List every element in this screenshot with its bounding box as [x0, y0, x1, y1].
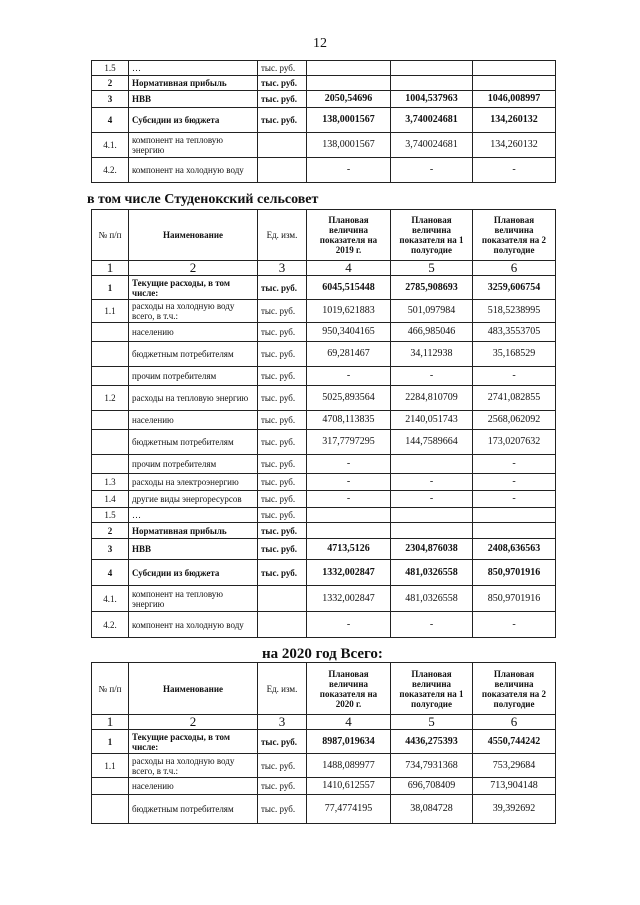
- index-cell: 4: [307, 261, 391, 276]
- row-name-cell: Субсидии из бюджета: [129, 108, 258, 133]
- row-value-h2-cell: 173,0207632: [473, 430, 556, 455]
- row-value-year-cell: [307, 76, 391, 91]
- index-cell: 1: [92, 261, 129, 276]
- table-continuation: [91, 60, 556, 183]
- header-plan-h2: Плановая величина показателя на 2 полугодие: [473, 210, 556, 261]
- row-unit-cell: тыс. руб.: [258, 108, 307, 133]
- table-row: [92, 76, 556, 91]
- row-value-year-cell: 4708,113835: [307, 411, 391, 430]
- row-value-h2-cell: 483,3553705: [473, 323, 556, 342]
- row-value-year-cell: 4713,5126: [307, 539, 391, 560]
- row-unit-cell: тыс. руб.: [258, 411, 307, 430]
- header-unit: Ед. изм.: [258, 663, 307, 715]
- row-value-h2-cell: 134,260132: [473, 133, 556, 158]
- row-value-h1-cell: 481,0326558: [391, 560, 473, 586]
- header-name: Наименование: [129, 210, 258, 261]
- row-value-h1-cell: [391, 523, 473, 539]
- row-number-cell: [92, 778, 129, 795]
- row-value-year-cell: -: [307, 455, 391, 474]
- row-value-h1-cell: 696,708409: [391, 778, 473, 795]
- row-unit-cell: тыс. руб.: [258, 386, 307, 411]
- row-value-h2-cell: -: [473, 367, 556, 386]
- section-title-studenok: в том числе Студенокский сельсовет: [87, 192, 319, 207]
- row-name-cell: …: [129, 61, 258, 76]
- index-cell: 6: [473, 715, 556, 730]
- row-value-h1-cell: [391, 508, 473, 523]
- row-unit-cell: тыс. руб.: [258, 323, 307, 342]
- table-row: [92, 133, 556, 158]
- row-number-cell: 1: [92, 276, 129, 300]
- table-row: [92, 730, 556, 754]
- row-value-year-cell: 8987,019634: [307, 730, 391, 754]
- row-number-cell: 4.1.: [92, 133, 129, 158]
- row-unit-cell: тыс. руб.: [258, 367, 307, 386]
- row-name-cell: прочим потребителям: [129, 455, 258, 474]
- row-value-h1-cell: 3,740024681: [391, 108, 473, 133]
- row-value-year-cell: -: [307, 612, 391, 638]
- row-unit-cell: тыс. руб.: [258, 474, 307, 491]
- index-cell: 3: [258, 261, 307, 276]
- row-name-cell: бюджетным потребителям: [129, 430, 258, 455]
- row-value-year-cell: 138,0001567: [307, 133, 391, 158]
- row-value-h2-cell: 1046,008997: [473, 91, 556, 108]
- row-value-h1-cell: -: [391, 158, 473, 183]
- table-row: [92, 342, 556, 367]
- header-unit: Ед. изм.: [258, 210, 307, 261]
- row-unit-cell: тыс. руб.: [258, 430, 307, 455]
- row-value-year-cell: 138,0001567: [307, 108, 391, 133]
- row-value-year-cell: 317,7797295: [307, 430, 391, 455]
- table-row: [92, 560, 556, 586]
- row-name-cell: Нормативная прибыль: [129, 76, 258, 91]
- row-value-h1-cell: 481,0326558: [391, 586, 473, 612]
- row-value-year-cell: 6045,515448: [307, 276, 391, 300]
- row-number-cell: 2: [92, 76, 129, 91]
- row-number-cell: 4: [92, 108, 129, 133]
- row-unit-cell: тыс. руб.: [258, 508, 307, 523]
- row-name-cell: компонент на тепловую энергию: [129, 586, 258, 612]
- row-value-h1-cell: 501,097984: [391, 300, 473, 323]
- row-value-h2-cell: 2741,082855: [473, 386, 556, 411]
- row-unit-cell: тыс. руб.: [258, 76, 307, 91]
- row-value-year-cell: [307, 508, 391, 523]
- row-name-cell: населению: [129, 778, 258, 795]
- row-unit-cell: тыс. руб.: [258, 342, 307, 367]
- row-value-h2-cell: 850,9701916: [473, 586, 556, 612]
- row-unit-cell: тыс. руб.: [258, 491, 307, 508]
- row-value-year-cell: 2050,54696: [307, 91, 391, 108]
- row-name-cell: НВВ: [129, 539, 258, 560]
- row-value-h2-cell: -: [473, 455, 556, 474]
- row-value-h2-cell: 713,904148: [473, 778, 556, 795]
- row-number-cell: 4: [92, 560, 129, 586]
- index-row: [92, 715, 556, 730]
- row-unit-cell: тыс. руб.: [258, 778, 307, 795]
- index-cell: 5: [391, 261, 473, 276]
- row-value-year-cell: -: [307, 367, 391, 386]
- table-row: [92, 539, 556, 560]
- table-row: [92, 778, 556, 795]
- header-plan-year: Плановая величина показателя на 2020 г.: [307, 663, 391, 715]
- section-title-2020-total: на 2020 год Всего:: [262, 646, 383, 662]
- index-cell: 3: [258, 715, 307, 730]
- row-name-cell: населению: [129, 323, 258, 342]
- table-row: [92, 323, 556, 342]
- row-value-h1-cell: 466,985046: [391, 323, 473, 342]
- row-value-year-cell: 1019,621883: [307, 300, 391, 323]
- table-row: [92, 474, 556, 491]
- row-number-cell: [92, 411, 129, 430]
- row-name-cell: расходы на тепловую энергию: [129, 386, 258, 411]
- header-plan-year: Плановая величина показателя на 2019 г.: [307, 210, 391, 261]
- row-unit-cell: тыс. руб.: [258, 754, 307, 778]
- row-number-cell: 3: [92, 91, 129, 108]
- row-value-year-cell: -: [307, 491, 391, 508]
- row-value-h2-cell: 134,260132: [473, 108, 556, 133]
- row-value-h1-cell: [391, 76, 473, 91]
- table-row: [92, 411, 556, 430]
- row-value-year-cell: -: [307, 474, 391, 491]
- row-value-year-cell: 77,4774195: [307, 795, 391, 824]
- row-value-h2-cell: [473, 61, 556, 76]
- row-value-h1-cell: -: [391, 612, 473, 638]
- row-number-cell: [92, 342, 129, 367]
- row-value-h1-cell: 2304,876038: [391, 539, 473, 560]
- row-value-h2-cell: 3259,606754: [473, 276, 556, 300]
- row-value-h2-cell: 2568,062092: [473, 411, 556, 430]
- row-value-year-cell: 5025,893564: [307, 386, 391, 411]
- row-number-cell: 1.1: [92, 754, 129, 778]
- table-row: [92, 61, 556, 76]
- row-value-h1-cell: 734,7931368: [391, 754, 473, 778]
- row-value-year-cell: -: [307, 158, 391, 183]
- row-value-year-cell: 1332,002847: [307, 586, 391, 612]
- row-number-cell: [92, 795, 129, 824]
- table-row: [92, 367, 556, 386]
- row-value-h1-cell: -: [391, 491, 473, 508]
- table-row: [92, 158, 556, 183]
- index-cell: 6: [473, 261, 556, 276]
- row-value-h2-cell: -: [473, 158, 556, 183]
- row-value-year-cell: 69,281467: [307, 342, 391, 367]
- row-unit-cell: тыс. руб.: [258, 276, 307, 300]
- row-number-cell: 4.2.: [92, 612, 129, 638]
- row-unit-cell: [258, 158, 307, 183]
- row-name-cell: бюджетным потребителям: [129, 342, 258, 367]
- row-name-cell: бюджетным потребителям: [129, 795, 258, 824]
- row-value-h2-cell: [473, 76, 556, 91]
- row-name-cell: компонент на холодную воду: [129, 612, 258, 638]
- table-row: [92, 754, 556, 778]
- index-cell: 2: [129, 715, 258, 730]
- table-row: [92, 108, 556, 133]
- row-name-cell: …: [129, 508, 258, 523]
- index-row: [92, 261, 556, 276]
- row-unit-cell: тыс. руб.: [258, 91, 307, 108]
- row-name-cell: населению: [129, 411, 258, 430]
- row-name-cell: Текущие расходы, в том числе:: [129, 276, 258, 300]
- row-name-cell: расходы на холодную воду всего, в т.ч.:: [129, 300, 258, 323]
- row-name-cell: Нормативная прибыль: [129, 523, 258, 539]
- header-num: № п/п: [92, 210, 129, 261]
- table-row: [92, 91, 556, 108]
- row-unit-cell: тыс. руб.: [258, 455, 307, 474]
- table-row: [92, 386, 556, 411]
- row-unit-cell: тыс. руб.: [258, 560, 307, 586]
- row-value-h2-cell: [473, 523, 556, 539]
- row-unit-cell: тыс. руб.: [258, 795, 307, 824]
- row-value-h1-cell: [391, 61, 473, 76]
- row-number-cell: 1: [92, 730, 129, 754]
- row-value-h1-cell: 1004,537963: [391, 91, 473, 108]
- row-value-h1-cell: [391, 455, 473, 474]
- row-number-cell: 1.5: [92, 508, 129, 523]
- row-number-cell: 1.4: [92, 491, 129, 508]
- row-value-h1-cell: -: [391, 367, 473, 386]
- row-value-h2-cell: 518,5238995: [473, 300, 556, 323]
- row-number-cell: [92, 367, 129, 386]
- row-number-cell: [92, 455, 129, 474]
- header-plan-h2: Плановая величина показателя на 2 полугодие: [473, 663, 556, 715]
- table-row: [92, 455, 556, 474]
- table-row: [92, 523, 556, 539]
- row-value-h1-cell: 4436,275393: [391, 730, 473, 754]
- row-unit-cell: тыс. руб.: [258, 523, 307, 539]
- index-cell: 5: [391, 715, 473, 730]
- row-value-h2-cell: 850,9701916: [473, 560, 556, 586]
- table-row: [92, 586, 556, 612]
- header-row: [92, 663, 556, 715]
- row-number-cell: 1.2: [92, 386, 129, 411]
- row-name-cell: расходы на электроэнергию: [129, 474, 258, 491]
- table-2020-total: [91, 662, 556, 824]
- row-value-h1-cell: 144,7589664: [391, 430, 473, 455]
- row-unit-cell: тыс. руб.: [258, 730, 307, 754]
- row-value-year-cell: [307, 523, 391, 539]
- row-value-h1-cell: 3,740024681: [391, 133, 473, 158]
- row-value-h2-cell: 4550,744242: [473, 730, 556, 754]
- row-name-cell: компонент на холодную воду: [129, 158, 258, 183]
- table-row: [92, 430, 556, 455]
- row-value-h1-cell: 2140,051743: [391, 411, 473, 430]
- row-name-cell: Текущие расходы, в том числе:: [129, 730, 258, 754]
- page-number: 12: [313, 36, 327, 51]
- index-cell: 4: [307, 715, 391, 730]
- row-value-h2-cell: 35,168529: [473, 342, 556, 367]
- row-value-h2-cell: 39,392692: [473, 795, 556, 824]
- header-row: [92, 210, 556, 261]
- index-cell: 2: [129, 261, 258, 276]
- row-number-cell: 3: [92, 539, 129, 560]
- row-value-year-cell: 950,3404165: [307, 323, 391, 342]
- row-unit-cell: [258, 133, 307, 158]
- row-value-h2-cell: -: [473, 474, 556, 491]
- row-value-h2-cell: -: [473, 612, 556, 638]
- row-name-cell: расходы на холодную воду всего, в т.ч.:: [129, 754, 258, 778]
- row-number-cell: [92, 323, 129, 342]
- row-unit-cell: тыс. руб.: [258, 61, 307, 76]
- row-value-h2-cell: 753,29684: [473, 754, 556, 778]
- row-number-cell: 1.3: [92, 474, 129, 491]
- table-row: [92, 612, 556, 638]
- row-name-cell: прочим потребителям: [129, 367, 258, 386]
- row-value-h1-cell: 38,084728: [391, 795, 473, 824]
- row-number-cell: 1.1: [92, 300, 129, 323]
- header-plan-h1: Плановая величина показателя на 1 полугодие: [391, 210, 473, 261]
- row-value-year-cell: [307, 61, 391, 76]
- row-value-h1-cell: -: [391, 474, 473, 491]
- header-num: № п/п: [92, 663, 129, 715]
- table-row: [92, 508, 556, 523]
- row-value-h1-cell: 34,112938: [391, 342, 473, 367]
- header-plan-h1: Плановая величина показателя на 1 полугодие: [391, 663, 473, 715]
- table-studenok-2019: [91, 209, 556, 638]
- row-name-cell: компонент на тепловую энергию: [129, 133, 258, 158]
- index-cell: 1: [92, 715, 129, 730]
- table-row: [92, 276, 556, 300]
- header-name: Наименование: [129, 663, 258, 715]
- row-number-cell: 2: [92, 523, 129, 539]
- row-value-year-cell: 1410,612557: [307, 778, 391, 795]
- row-unit-cell: [258, 586, 307, 612]
- row-value-h1-cell: 2785,908693: [391, 276, 473, 300]
- row-name-cell: другие виды энергоресурсов: [129, 491, 258, 508]
- row-unit-cell: тыс. руб.: [258, 539, 307, 560]
- row-value-h2-cell: -: [473, 491, 556, 508]
- row-name-cell: НВВ: [129, 91, 258, 108]
- row-number-cell: 4.1.: [92, 586, 129, 612]
- row-value-year-cell: 1332,002847: [307, 560, 391, 586]
- row-value-h2-cell: 2408,636563: [473, 539, 556, 560]
- row-number-cell: 1.5: [92, 61, 129, 76]
- row-value-h2-cell: [473, 508, 556, 523]
- row-unit-cell: [258, 612, 307, 638]
- row-number-cell: 4.2.: [92, 158, 129, 183]
- row-unit-cell: тыс. руб.: [258, 300, 307, 323]
- table-row: [92, 795, 556, 824]
- row-number-cell: [92, 430, 129, 455]
- table-row: [92, 491, 556, 508]
- table-row: [92, 300, 556, 323]
- row-value-year-cell: 1488,089977: [307, 754, 391, 778]
- row-value-h1-cell: 2284,810709: [391, 386, 473, 411]
- row-name-cell: Субсидии из бюджета: [129, 560, 258, 586]
